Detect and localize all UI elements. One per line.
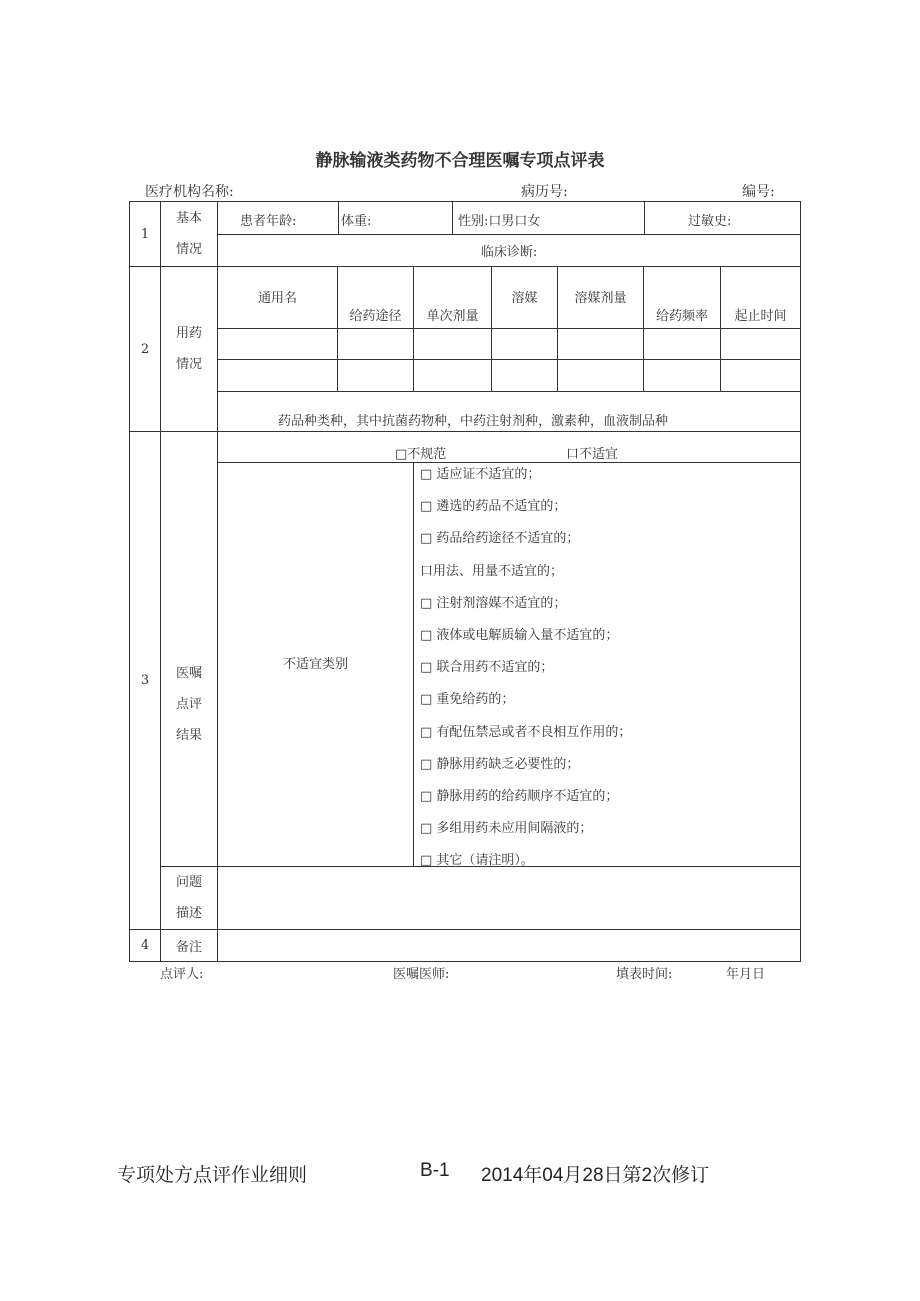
weight-label: 体重: bbox=[341, 214, 372, 229]
fill-time-label: 填表时间: bbox=[616, 967, 673, 982]
drug-cell[interactable] bbox=[558, 329, 644, 360]
option-fluid-volume[interactable]: □ 液体或电解质输入量不适宜的； bbox=[420, 627, 619, 643]
option-dosage[interactable]: 口用法、用量不适宜的； bbox=[420, 563, 564, 579]
inappropriate-options-cell bbox=[414, 463, 801, 867]
drug-cell[interactable] bbox=[644, 360, 721, 392]
option-solvent[interactable]: □ 注射剂溶媒不适宜的； bbox=[420, 595, 567, 611]
drug-cell[interactable] bbox=[492, 360, 558, 392]
allergy-label: 过敏史: bbox=[688, 214, 732, 229]
review-verdict-row bbox=[218, 432, 801, 463]
option-route[interactable]: □ 药品给药途径不适宜的； bbox=[420, 531, 580, 547]
gender-label: 性别:口男口女 bbox=[458, 214, 541, 229]
section-1-number: 1 bbox=[130, 202, 161, 267]
prescribing-physician-label: 医嘱医师: bbox=[393, 967, 450, 982]
review-form-table bbox=[129, 201, 801, 962]
option-iv-sequence[interactable]: □ 静脉用药的给药顺序不适宜的； bbox=[420, 788, 619, 804]
document-footer-title: 专项处方点评作业细则 bbox=[117, 1164, 308, 1186]
institution-label: 医疗机构名称: bbox=[145, 184, 234, 200]
col-solvent-dose: 溶媒剂量 bbox=[558, 267, 644, 329]
col-generic-name: 通用名 bbox=[218, 267, 338, 329]
drug-cell[interactable] bbox=[721, 360, 801, 392]
option-drug-selection[interactable]: □ 遴选的药品不适宜的； bbox=[420, 499, 567, 515]
clinical-diagnosis-cell bbox=[218, 235, 801, 267]
section-4-number: 4 bbox=[130, 930, 161, 962]
reviewer-label: 点评人: bbox=[160, 967, 204, 982]
section-1-label: 基本 情况 bbox=[161, 202, 218, 267]
drug-cell[interactable] bbox=[721, 329, 801, 360]
option-incompatibility[interactable]: □ 有配伍禁忌或者不良相互作用的； bbox=[420, 724, 632, 740]
inappropriate-options-list bbox=[420, 465, 631, 867]
problem-description-label: 问题 描述 bbox=[161, 867, 218, 930]
problem-description-field[interactable] bbox=[218, 867, 801, 930]
drug-cell[interactable] bbox=[492, 329, 558, 360]
divider bbox=[338, 202, 339, 234]
inappropriate-category-label: 不适宜类别 bbox=[282, 656, 348, 672]
drug-cell[interactable] bbox=[558, 360, 644, 392]
option-iv-necessity[interactable]: □ 静脉用药缺乏必要性的； bbox=[420, 756, 580, 772]
section-2-label: 用药 情况 bbox=[161, 267, 218, 432]
drug-cell[interactable] bbox=[338, 360, 414, 392]
drug-cell[interactable] bbox=[644, 329, 721, 360]
nonstandard-checkbox[interactable]: □不规范 bbox=[395, 447, 447, 462]
option-indication[interactable]: □ 适应证不适宜的； bbox=[420, 467, 541, 482]
document-code: B-1 bbox=[420, 1160, 450, 1181]
patient-age-label: 患者年龄: bbox=[240, 214, 297, 229]
drug-cell[interactable] bbox=[414, 360, 492, 392]
drug-row bbox=[130, 360, 801, 392]
remarks-label: 备注 bbox=[161, 930, 218, 962]
col-start-end-time: 起止时间 bbox=[721, 267, 801, 329]
section-3-label: 医嘱 点评 结果 bbox=[161, 432, 218, 867]
col-single-dose: 单次剂量 bbox=[414, 267, 492, 329]
drug-summary-text: 药品种类种，其中抗菌药物种，中药注射剂种，激素种，血液制品种 bbox=[278, 414, 669, 429]
patient-info-row bbox=[218, 202, 801, 235]
divider bbox=[452, 202, 453, 234]
inappropriate-category-label-cell bbox=[218, 463, 414, 867]
option-interval-fluid[interactable]: □ 多组用药未应用间隔液的； bbox=[420, 821, 593, 837]
fill-date-label: 年月日 bbox=[726, 967, 766, 982]
revision-info: 2014年04月28日第2次修订 bbox=[481, 1165, 710, 1186]
drug-row bbox=[130, 329, 801, 360]
clinical-diagnosis-label: 临床诊断: bbox=[480, 245, 538, 260]
drug-cell[interactable] bbox=[338, 329, 414, 360]
inappropriate-checkbox[interactable]: 口不适宜 bbox=[566, 447, 619, 462]
option-duplicate[interactable]: □ 重免给药的； bbox=[420, 692, 515, 708]
option-other[interactable]: □ 其它（请注明）。 bbox=[420, 853, 534, 868]
drug-summary-cell bbox=[218, 392, 801, 432]
form-title: 静脉输液类药物不合理医嘱专项点评表 bbox=[315, 151, 605, 171]
divider bbox=[644, 202, 645, 234]
drug-cell[interactable] bbox=[218, 329, 338, 360]
remarks-field[interactable] bbox=[218, 930, 801, 962]
section-3-number: 3 bbox=[130, 432, 161, 930]
serial-number-label: 编号: bbox=[742, 184, 775, 200]
col-solvent: 溶媒 bbox=[492, 267, 558, 329]
record-number-label: 病历号: bbox=[521, 184, 568, 200]
col-route: 给药途径 bbox=[338, 267, 414, 329]
drug-cell[interactable] bbox=[414, 329, 492, 360]
drug-cell[interactable] bbox=[218, 360, 338, 392]
section-2-number: 2 bbox=[130, 267, 161, 432]
col-frequency: 给药频率 bbox=[644, 267, 721, 329]
option-combination[interactable]: □ 联合用药不适宜的； bbox=[420, 660, 554, 676]
